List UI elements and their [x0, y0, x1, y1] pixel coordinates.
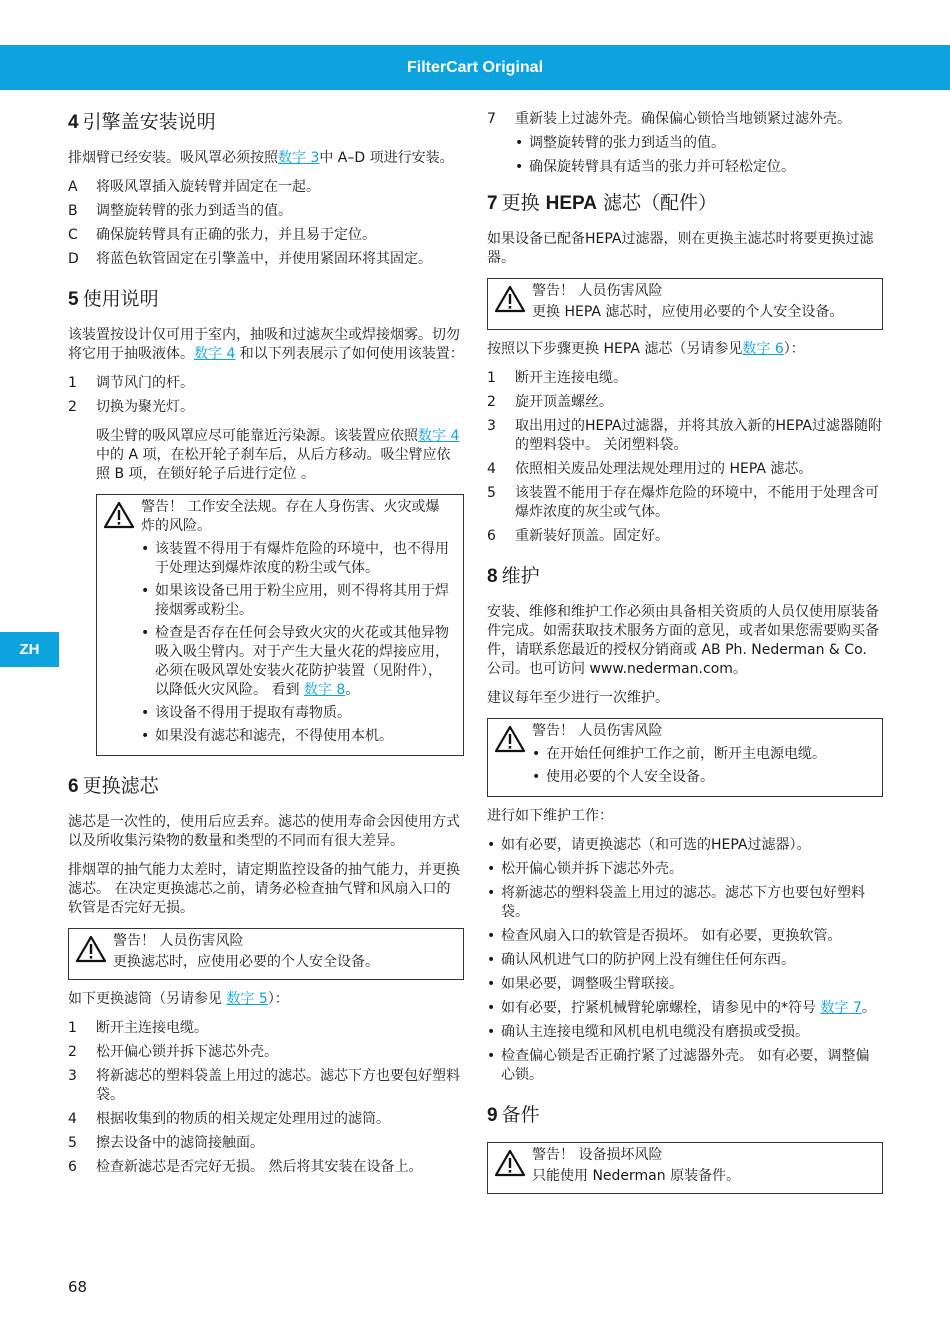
list-item: • 该设备不得用于提取有毒物质。 [141, 704, 453, 723]
list-item: • 松开偏心锁并拆下滤芯外壳。 [487, 860, 883, 879]
warning-text: 只能使用 Nederman 原装备件。 [532, 1168, 741, 1184]
section-9-heading: 9 备件 [487, 1104, 540, 1126]
figure-7-link[interactable]: 数字 7 [820, 1000, 862, 1016]
list-item: D 将蓝色软管固定在引擎盖中，并使用紧固环将其固定。 [68, 251, 432, 267]
section-4-list [68, 178, 464, 269]
section-5-note: 吸尘臂的吸风罩应尽可能靠近污染源。该装置应依照数字 4中的 A 项，在松开轮子刹车后，从后方移动。吸尘臂应依照 B 项，在锁好轮子后进行定位 。 [96, 428, 460, 482]
list-item: 6 重新装好顶盖。固定好。 [487, 528, 669, 544]
warning-title: 警告！ 设备损坏风险 [532, 1147, 663, 1163]
list-item: 5 该装置不能用于存在爆炸危险的环境中，不能用于处理含可爆炸浓度的灰尘或气体。 [487, 485, 879, 520]
section-6-continued [487, 110, 883, 177]
warning-box [487, 718, 883, 797]
warning-text: 更换 HEPA 滤芯时，应使用必要的个人安全设备。 [532, 304, 844, 320]
page-number: 68 [68, 1278, 88, 1296]
language-tab: ZH [0, 632, 59, 667]
list-item: • 如有必要，拧紧机械臂轮廓螺栓，请参见中的*符号 数字 7。 [487, 999, 883, 1018]
warning-triangle-icon [494, 1149, 526, 1177]
section-6 [68, 774, 464, 1177]
paragraph: 按照以下步骤更换 HEPA 滤芯（另请参见数字 6）： [487, 341, 805, 357]
list-item: • 如果没有滤芯和滤壳，不得使用本机。 [141, 727, 453, 746]
warning-text: 更换滤芯时，应使用必要的个人安全设备。 [113, 954, 379, 970]
warning-list [141, 540, 453, 746]
list-item: 7 重新装上过滤外壳。确保偏心锁恰当地锁紧过滤外壳。 [487, 111, 851, 127]
list-item: • 如果必要，调整吸尘臂联接。 [487, 975, 883, 994]
section-4-heading: 4 引擎盖安装说明 [68, 111, 216, 133]
section-8 [487, 564, 883, 1085]
figure-4-link[interactable]: 数字 4 [418, 428, 460, 444]
warning-triangle-icon [103, 501, 135, 529]
section-4-intro: 排烟臂已经安装。吸风罩必须按照数字 3中 A–D 项进行安装。 [68, 150, 454, 166]
warning-triangle-icon [494, 725, 526, 753]
document-title: FilterCart Original [406, 59, 544, 76]
sub-bullet-list [487, 134, 883, 177]
list-item: • 将新滤芯的塑料袋盖上用过的滤芯。滤芯下方也要包好塑料袋。 [487, 884, 883, 922]
list-item: • 检查偏心锁是否正确拧紧了过滤器外壳。 如有必要，调整偏心锁。 [487, 1047, 883, 1085]
warning-box [68, 928, 464, 980]
warning-triangle-icon [75, 935, 107, 963]
paragraph: 排烟罩的抽气能力太差时，请定期监控设备的抽气能力，并更换滤芯。 在决定更换滤芯之前，请务必检查抽气臂和风扇入口的软管是否完好无损。 [68, 862, 460, 916]
section-5 [68, 287, 464, 756]
list-item: 3 取出用过的HEPA过滤器，并将其放入新的HEPA过滤器随附的塑料袋中。 关闭塑料袋。 [487, 418, 882, 453]
left-column [68, 110, 464, 1187]
warning-title: 警告！ 人员伤害风险 [113, 933, 244, 949]
list-item: • 检查是否存在任何会导致火灾的火花或其他异物吸入吸尘臂内。对于产生大量火花的焊接应用，必须在吸风罩处安装火花防护装置（见附件），以降低火灾风险。 看到 数字 8。 [141, 624, 453, 700]
list-item: • 检查风扇入口的软管是否损坏。 如有必要，更换软管。 [487, 927, 883, 946]
list-item: 5 擦去设备中的滤筒接触面。 [68, 1135, 264, 1151]
figure-4-link[interactable]: 数字 4 [194, 346, 236, 362]
figure-6-link[interactable]: 数字 6 [742, 341, 784, 357]
list-item: 1 调节风门的杆。 [68, 375, 194, 391]
warning-triangle-icon [494, 285, 526, 313]
list-item: • 确认风机进气口的防护网上没有缠住任何东西。 [487, 951, 883, 970]
list-item: 1 断开主连接电缆。 [487, 370, 627, 386]
list-item: • 在开始任何维护工作之前，断开主电源电缆。 [532, 745, 872, 764]
section-6-list [68, 1019, 464, 1177]
warning-title: 警告！ 人员伤害风险 [532, 723, 663, 739]
figure-8-link[interactable]: 数字 8 [303, 682, 346, 698]
warning-box [487, 278, 883, 330]
list-item: • 如有必要，请更换滤芯（和可选的HEPA过滤器）。 [487, 836, 883, 855]
warning-box [96, 494, 464, 756]
section-8-heading: 8 维护 [487, 565, 540, 587]
paragraph: 进行如下维护工作： [487, 808, 613, 824]
header-bar [0, 45, 950, 90]
list-item: 4 根据收集到的物质的相关规定处理用过的滤筒。 [68, 1111, 390, 1127]
paragraph: 如果设备已配备HEPA过滤器，则在更换主滤芯时将要更换过滤器。 [487, 231, 874, 266]
section-7-heading: 7 更换 HEPA 滤芯（配件） [487, 192, 718, 214]
figure-3-link[interactable]: 数字 3 [278, 150, 320, 166]
section-9 [487, 1103, 883, 1194]
list-item: A 将吸风罩插入旋转臂并固定在一起。 [68, 179, 320, 195]
list-item: 2 切换为聚光灯。 [68, 399, 194, 415]
list-item: • 确保旋转臂具有适当的张力并可轻松定位。 [515, 158, 883, 177]
section-6-heading: 6 更换滤芯 [68, 775, 159, 797]
list-item: 3 将新滤芯的塑料袋盖上用过的滤芯。滤芯下方也要包好塑料袋。 [68, 1068, 460, 1103]
figure-5-link[interactable]: 数字 5 [226, 991, 268, 1007]
list-item: 4 依照相关废品处理法规处理用过的 HEPA 滤芯。 [487, 461, 813, 477]
section-5-list [68, 374, 464, 417]
list-item: 2 松开偏心锁并拆下滤芯外壳。 [68, 1044, 278, 1060]
list-item: • 确认主连接电缆和风机电机电缆没有磨损或受损。 [487, 1023, 883, 1042]
maintenance-list [487, 836, 883, 1085]
list-item: • 使用必要的个人安全设备。 [532, 768, 872, 787]
right-column [487, 110, 883, 1204]
section-5-intro: 该装置按设计仅可用于室内，抽吸和过滤灰尘或焊接烟雾。切勿将它用于抽吸液体。数字 4 和以下列表展示了如何使用该装置： [68, 327, 464, 362]
warning-box [487, 1142, 883, 1194]
section-4 [68, 110, 464, 269]
section-7 [487, 191, 883, 546]
warning-list [532, 745, 872, 787]
list-item: 1 断开主连接电缆。 [68, 1020, 208, 1036]
paragraph: 如下更换滤筒（另请参见 数字 5）： [68, 991, 289, 1007]
section-5-heading: 5 使用说明 [68, 288, 159, 310]
paragraph: 安装、维修和维护工作必须由具备相关资质的人员仅使用原装备件完成。如需获取技术服务方面的意见，或者如果您需要购买备件，请联系您最近的授权分销商或 AB Ph. Nederman & Co. 公司。也可访问 www.nederman.com。 [487, 604, 879, 677]
section-7-list [487, 369, 883, 546]
warning-title: 警告！ 工作安全法规。存在人身伤害、火灾或爆炸的风险。 [141, 499, 440, 534]
list-item: B 调整旋转臂的张力到适当的值。 [68, 203, 292, 219]
paragraph: 建议每年至少进行一次维护。 [487, 690, 669, 706]
list-item: 2 旋开顶盖螺丝。 [487, 394, 613, 410]
paragraph: 滤芯是一次性的，使用后应丢弃。滤芯的使用寿命会因使用方式以及所收集污染物的数量和类型的不同而有很大差异。 [68, 814, 460, 849]
warning-title: 警告！ 人员伤害风险 [532, 283, 663, 299]
list-item: 6 检查新滤芯是否完好无损。 然后将其安装在设备上。 [68, 1159, 423, 1175]
list-item: C 确保旋转臂具有正确的张力，并且易于定位。 [68, 227, 376, 243]
list-item: • 调整旋转臂的张力到适当的值。 [515, 134, 883, 153]
list-item: • 如果该设备已用于粉尘应用，则不得将其用于焊接烟雾或粉尘。 [141, 582, 453, 620]
section-6-list-continued [487, 110, 883, 129]
list-item: • 该装置不得用于有爆炸危险的环境中，也不得用于处理达到爆炸浓度的粉尘或气体。 [141, 540, 453, 578]
